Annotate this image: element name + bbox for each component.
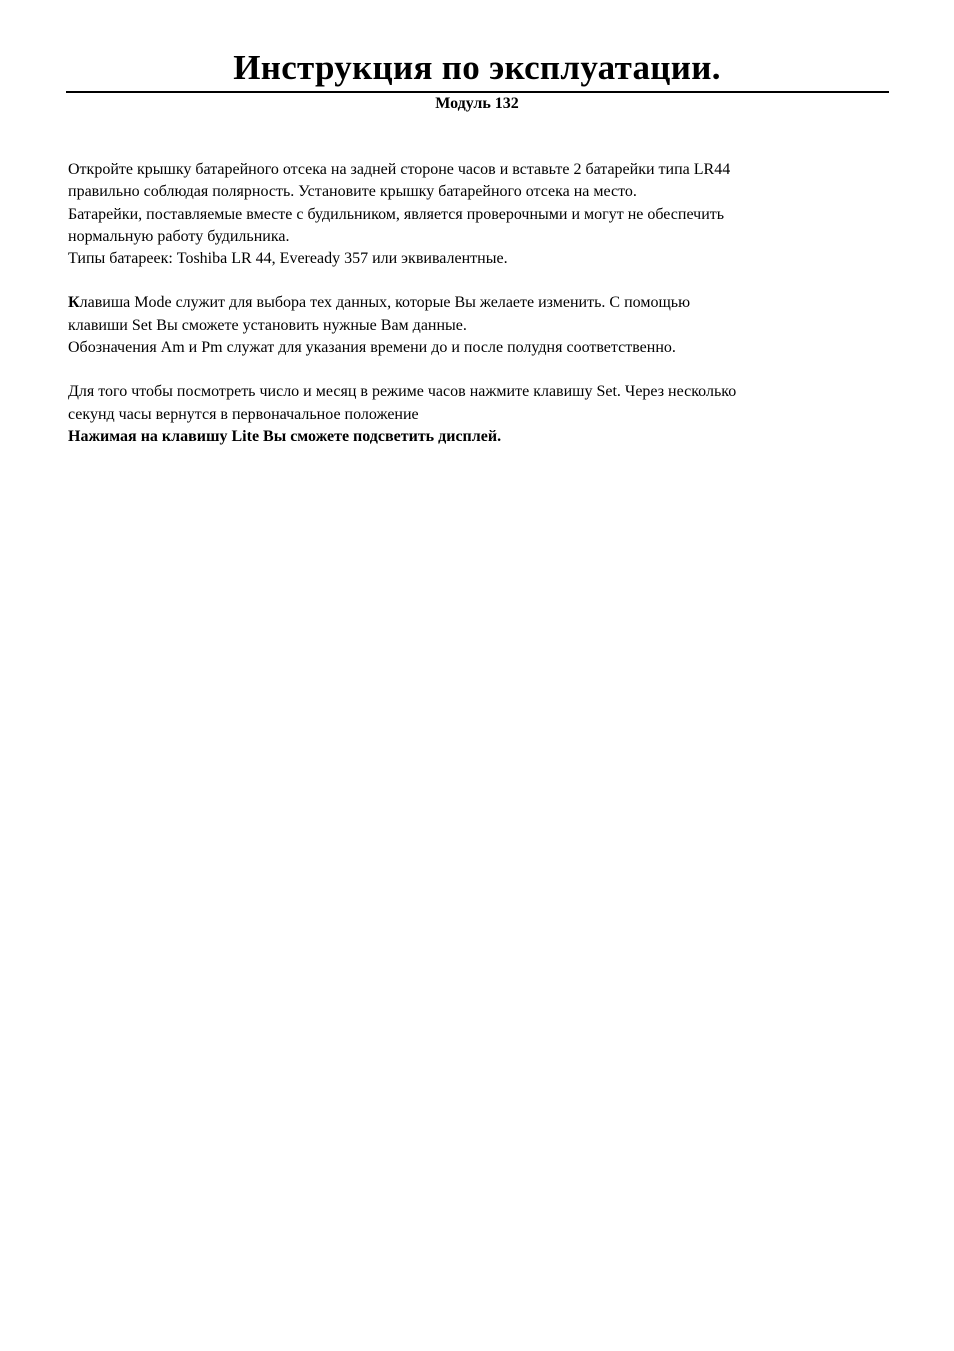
paragraph-line: Типы батареек: Toshiba LR 44, Eveready 357 или эквивалентные. (68, 250, 508, 268)
title-underline (66, 91, 889, 93)
paragraph-gap (68, 270, 888, 292)
paragraph-line: Откройте крышку батарейного отсека на задней стороне часов и вставьте 2 батарейки типа LR44 (68, 161, 731, 178)
paragraph-gap (68, 359, 888, 381)
paragraph-line: Для того чтобы посмотреть число и месяц в режиме часов нажмите клавишу Set. Через несколько (68, 383, 737, 401)
document-body (68, 159, 888, 448)
paragraph-line: секунд часы вернутся в первоначальное положение (68, 405, 419, 423)
paragraph-line-bold: Нажимая на клавишу Lite Вы сможете подсветить дисплей. (68, 427, 502, 445)
drop-letter: К (68, 294, 80, 312)
section-batteries (68, 159, 888, 270)
section-date-light (68, 381, 888, 448)
page-title: Инструкция по эксплуатации. (233, 48, 721, 87)
line-text: лавиша Mode служит для выбора тех данных, которые Вы желаете изменить. С помощью (79, 294, 691, 312)
paragraph-line: Обозначения Am и Pm служат для указания времени до и после полудня соответственно. (68, 339, 676, 357)
paragraph-line: правильно соблюдая полярность. Установите крышку батарейного отсека на место. (68, 183, 637, 201)
paragraph-line: нормальную работу будильника. (68, 227, 290, 245)
paragraph-line: Батарейки, поставляемые вместе с будильником, является проверочными и могут не обеспечить (68, 205, 725, 223)
paragraph-line: клавиши Set Вы сможете установить нужные Вам данные. (68, 316, 467, 334)
page-subtitle: Модуль 132 (435, 95, 519, 112)
section-keys (68, 292, 888, 359)
paragraph-line (68, 292, 888, 314)
